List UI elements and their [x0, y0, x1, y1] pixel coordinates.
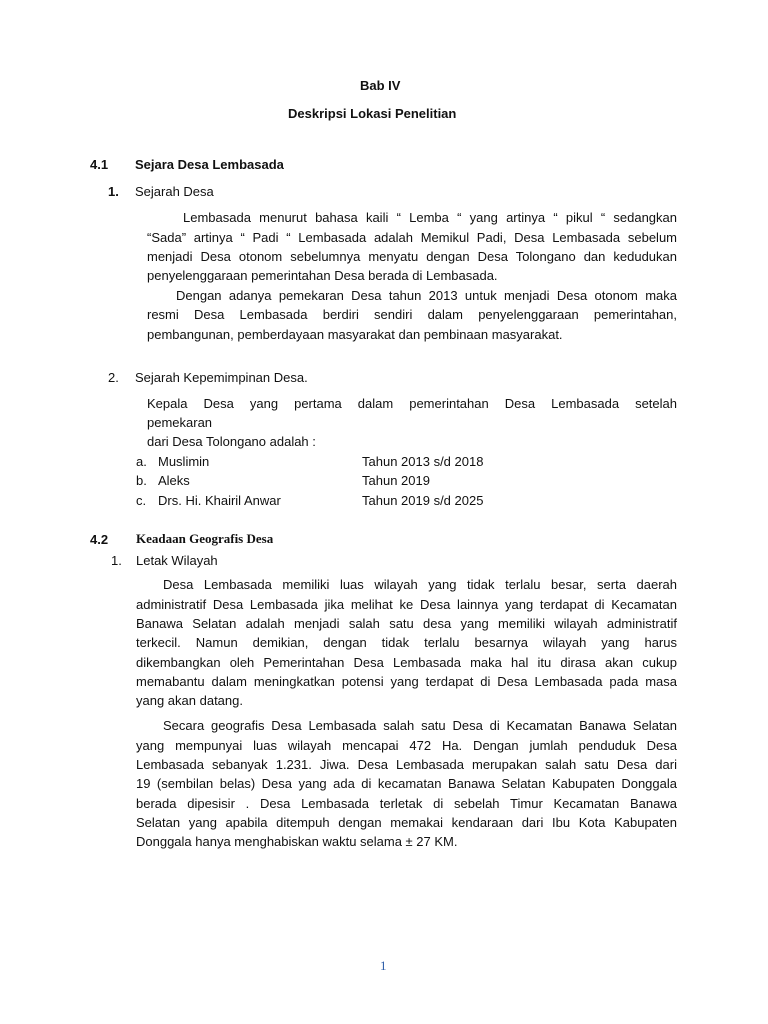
paragraph-line: yang mempunyai luas wilayah mencapai 472 Ha. Dengan jumlah penduduk Desa: [136, 738, 677, 753]
list-item-letter: b.: [136, 473, 147, 488]
paragraph-line: Donggala hanya menghabiskan waktu selama ± 27 KM.: [136, 834, 458, 849]
section-number: 4.2: [90, 532, 109, 547]
paragraph-line: berada dipesisir . Desa Lembasada terletak di sebelah Timur Kecamatan Banawa: [136, 796, 677, 811]
section-title: Sejara Desa Lembasada: [135, 157, 284, 172]
paragraph-line: Desa Lembasada memiliki luas wilayah yang tidak terlalu besar, serta daerah: [163, 577, 677, 592]
paragraph-line: yang akan datang.: [136, 693, 243, 708]
paragraph-line: terkecil. Namun demikian, dengan tidak terlalu besarnya wilayah yang harus: [136, 635, 677, 650]
paragraph-line: Secara geografis Desa Lembasada salah satu Desa di Kecamatan Banawa Selatan: [163, 718, 677, 733]
subsection-title: Sejarah Desa: [135, 184, 214, 199]
paragraph-line: Selatan yang apabila ditempuh dengan memakai kendaraan dari Ibu Kota Kabupaten: [136, 815, 677, 830]
paragraph-line: dari Desa Tolongano adalah :: [147, 434, 316, 449]
subsection-title: Sejarah Kepemimpinan Desa.: [135, 370, 308, 385]
section-number: 4.1: [90, 157, 109, 172]
paragraph-line: Banawa Selatan adalah menjadi salah satu desa yang memiliki wilayah administratif: [136, 616, 677, 631]
section-title: Keadaan Geografis Desa: [136, 531, 274, 546]
subsection-number: 1.: [108, 184, 119, 199]
leader-name: Aleks: [158, 473, 190, 488]
paragraph-line: administratif Desa Lembasada jika melihat ke Desa lainnya yang terdapat di Kecamatan: [136, 597, 677, 612]
paragraph-line: resmi Desa Lembasada berdiri sendiri dalam penyelenggaraan pemerintahan,: [147, 307, 677, 322]
list-item-letter: c.: [136, 493, 147, 508]
chapter-label: Bab IV: [360, 78, 401, 93]
paragraph-line: Kepala Desa yang pertama dalam pemerintahan Desa Lembasada setelah: [147, 396, 677, 411]
paragraph-line: Dengan adanya pemekaran Desa tahun 2013 untuk menjadi Desa otonom maka: [176, 288, 677, 303]
paragraph-line: Lembasada menurut bahasa kaili “ Lemba “ yang artinya “ pikul “ sedangkan: [183, 210, 677, 225]
subsection-number: 1.: [111, 553, 122, 568]
paragraph-line: menjadi Desa otonom sebelumnya menyatu dengan Desa Tolongano dan kedudukan: [147, 249, 677, 264]
leader-period: Tahun 2019 s/d 2025: [362, 493, 484, 508]
paragraph-line: 19 (sembilan belas) Desa yang ada di kecamatan Banawa Selatan Kabupaten Donggala: [136, 776, 677, 791]
paragraph-line: memabantu dalam meningkatkan potensi yang terdapat di Desa Lembasada pada masa: [136, 674, 677, 689]
paragraph-line: dikembangkan oleh Pemerintahan Desa Lembasada maka hal itu dirasa akan cukup: [136, 655, 677, 670]
paragraph-line: Lembasada sebanyak 1.231. Jiwa. Desa Lembasada merupakan salah satu Desa dari: [136, 757, 677, 772]
subsection-number: 2.: [108, 370, 119, 385]
subsection-title: Letak Wilayah: [136, 553, 218, 568]
paragraph-line: pemekaran: [147, 415, 213, 430]
paragraph-line: penyelenggaraan pemerintahan Desa berada di Lembasada.: [147, 268, 498, 283]
leader-name: Muslimin: [158, 454, 210, 469]
paragraph-line: “Sada” artinya “ Padi “ Lembasada adalah Memikul Padi, Desa Lembasada sebelum: [147, 230, 677, 245]
page-number: 1: [380, 958, 387, 973]
paragraph-line: pembangunan, pemberdayaan masyarakat dan pembinaan masyarakat.: [147, 327, 563, 342]
chapter-title: Deskripsi Lokasi Penelitian: [288, 106, 457, 121]
leader-period: Tahun 2013 s/d 2018: [362, 454, 484, 469]
list-item-letter: a.: [136, 454, 147, 469]
leader-name: Drs. Hi. Khairil Anwar: [158, 493, 281, 508]
leader-period: Tahun 2019: [362, 473, 430, 488]
